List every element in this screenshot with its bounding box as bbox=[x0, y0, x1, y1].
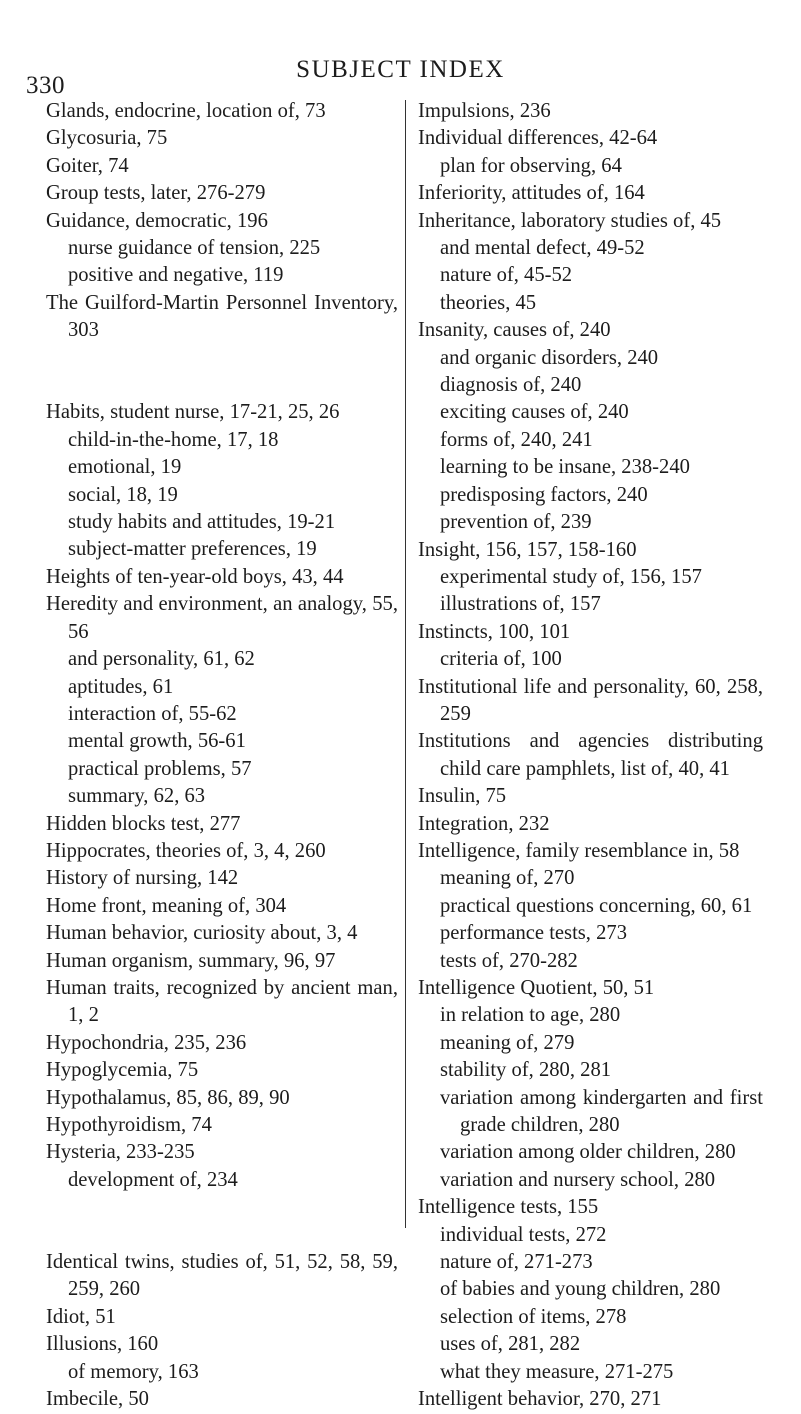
index-entry: Glands, endocrine, location of, 73 bbox=[46, 100, 326, 122]
index-subentry: criteria of, 100 bbox=[440, 648, 562, 671]
index-subentry: and mental defect, 49-52 bbox=[440, 237, 645, 260]
index-subentry: meaning of, 270 bbox=[440, 867, 575, 890]
index-subentry: tests of, 270-282 bbox=[440, 949, 578, 972]
index-entry: History of nursing, 142 bbox=[46, 867, 239, 890]
index-subentry: what they measure, 271-275 bbox=[440, 1360, 674, 1383]
index-subentry: prevention of, 239 bbox=[440, 511, 592, 534]
index-entry: Hypochondria, 235, 236 bbox=[46, 1031, 247, 1054]
page-number: 330 bbox=[26, 72, 65, 99]
index-subentry: individual tests, 272 bbox=[440, 1223, 607, 1246]
index-subentry: performance tests, 273 bbox=[440, 922, 627, 945]
index-entry: Heredity and environment, an analogy, 55, 56 bbox=[46, 593, 398, 643]
running-title: SUBJECT INDEX bbox=[296, 56, 505, 83]
index-entry: Intelligence, family resemblance in, 58 bbox=[418, 839, 740, 862]
index-subentry: of babies and young children, 280 bbox=[440, 1278, 721, 1301]
index-subentry: in relation to age, 280 bbox=[440, 1004, 621, 1027]
index-column-right bbox=[418, 98, 763, 1414]
index-subentry: nature of, 45-52 bbox=[440, 264, 573, 287]
index-subentry: stability of, 280, 281 bbox=[440, 1059, 612, 1082]
index-subentry: nurse guidance of tension, 225 bbox=[68, 237, 321, 260]
index-entry: Imbecile, 50 bbox=[46, 1388, 149, 1411]
index-subentry: forms of, 240, 241 bbox=[440, 428, 593, 451]
index-entry: Hysteria, 233-235 bbox=[46, 1141, 195, 1164]
index-entry: Intelligence tests, 155 bbox=[418, 1196, 599, 1219]
index-entry: Intelligence Quotient, 50, 51 bbox=[418, 977, 655, 999]
index-subentry: predisposing factors, 240 bbox=[440, 483, 648, 506]
index-column-left bbox=[46, 98, 398, 1413]
index-subentry: of memory, 163 bbox=[68, 1360, 199, 1383]
section-gap bbox=[46, 1222, 398, 1249]
index-subentry: practical problems, 57 bbox=[68, 757, 252, 780]
index-entry: Goiter, 74 bbox=[46, 154, 129, 177]
index-entry: Impulsions, 236 bbox=[418, 100, 551, 122]
index-entry: Hidden blocks test, 277 bbox=[46, 812, 241, 835]
index-entry: Guidance, democratic, 196 bbox=[46, 209, 268, 232]
index-subentry: variation among kindergarten and first grade children, 280 bbox=[440, 1086, 763, 1137]
section-gap bbox=[46, 1194, 398, 1221]
index-subentry: experimental study of, 156, 157 bbox=[440, 565, 702, 588]
column-divider bbox=[405, 100, 406, 1228]
index-entry: Home front, meaning of, 304 bbox=[46, 894, 287, 917]
index-entry: Institutional life and personality, 60, 258, 259 bbox=[418, 675, 763, 725]
index-entry: Human traits, recognized by ancient man, 1, 2 bbox=[46, 976, 398, 1027]
index-subentry: nature of, 271-273 bbox=[440, 1251, 593, 1274]
index-entry: Hypothalamus, 85, 86, 89, 90 bbox=[46, 1086, 290, 1109]
index-subentry: summary, 62, 63 bbox=[68, 785, 206, 808]
index-entry: Insulin, 75 bbox=[418, 785, 507, 808]
index-subentry: aptitudes, 61 bbox=[68, 675, 174, 698]
index-subentry: uses of, 281, 282 bbox=[440, 1333, 581, 1356]
index-subentry: mental growth, 56-61 bbox=[68, 730, 246, 753]
index-entry: Hypothyroidism, 74 bbox=[46, 1114, 212, 1136]
index-subentry: practical questions concerning, 60, 61 bbox=[440, 894, 753, 917]
index-subentry: variation and nursery school, 280 bbox=[440, 1168, 716, 1191]
index-subentry: diagnosis of, 240 bbox=[440, 374, 582, 397]
index-subentry: emotional, 19 bbox=[68, 456, 182, 479]
index-entry: Inheritance, laboratory studies of, 45 bbox=[418, 209, 722, 232]
index-subentry: exciting causes of, 240 bbox=[440, 401, 629, 424]
index-subentry: study habits and attitudes, 19-21 bbox=[68, 511, 336, 534]
index-subentry: and personality, 61, 62 bbox=[68, 648, 255, 671]
index-entry: Identical twins, studies of, 51, 52, 58, 59, 259, 260 bbox=[46, 1251, 398, 1301]
index-subentry: social, 18, 19 bbox=[68, 483, 178, 506]
index-subentry: interaction of, 55-62 bbox=[68, 702, 237, 725]
section-gap bbox=[46, 372, 398, 399]
index-entry: Heights of ten-year-old boys, 43, 44 bbox=[46, 565, 344, 588]
index-entry: Intelligent behavior, 270, 271 bbox=[418, 1388, 662, 1411]
index-subentry: positive and negative, 119 bbox=[68, 264, 284, 287]
index-entry: Inferiority, attitudes of, 164 bbox=[418, 182, 645, 205]
index-subentry: subject-matter preferences, 19 bbox=[68, 538, 317, 561]
index-subentry: meaning of, 279 bbox=[440, 1031, 575, 1054]
index-subentry: development of, 234 bbox=[68, 1168, 238, 1191]
index-entry: Individual differences, 42-64 bbox=[418, 127, 658, 150]
index-entry: Illusions, 160 bbox=[46, 1333, 159, 1356]
index-subentry: learning to be insane, 238-240 bbox=[440, 456, 690, 479]
index-entry: Instincts, 100, 101 bbox=[418, 620, 571, 643]
index-entry: Insight, 156, 157, 158-160 bbox=[418, 538, 637, 561]
index-subentry: child-in-the-home, 17, 18 bbox=[68, 428, 279, 451]
page-header bbox=[0, 28, 801, 99]
index-entry: Hypoglycemia, 75 bbox=[46, 1059, 199, 1082]
index-subentry: selection of items, 278 bbox=[440, 1305, 627, 1328]
index-entry: Insanity, causes of, 240 bbox=[418, 319, 611, 342]
index-subentry: plan for observing, 64 bbox=[440, 154, 622, 177]
index-subentry: illustrations of, 157 bbox=[440, 593, 601, 616]
index-entry: Human behavior, curiosity about, 3, 4 bbox=[46, 922, 358, 945]
index-entry: Integration, 232 bbox=[418, 812, 550, 835]
index-entry: Idiot, 51 bbox=[46, 1305, 116, 1328]
index-subentry: variation among older children, 280 bbox=[440, 1141, 736, 1164]
index-subentry: and organic disorders, 240 bbox=[440, 346, 659, 369]
index-entry: Glycosuria, 75 bbox=[46, 127, 168, 150]
index-subentry: theories, 45 bbox=[440, 291, 537, 314]
index-entry: Institutions and agencies distributing child care pamphlets, list of, 40, 41 bbox=[418, 730, 763, 780]
index-entry: Human organism, summary, 96, 97 bbox=[46, 949, 336, 972]
section-gap bbox=[46, 345, 398, 372]
index-entry: The Guilford-Martin Personnel Inventory, 303 bbox=[46, 291, 398, 342]
index-entry: Group tests, later, 276-279 bbox=[46, 182, 266, 205]
index-entry: Habits, student nurse, 17-21, 25, 26 bbox=[46, 401, 340, 424]
index-entry: Hippocrates, theories of, 3, 4, 260 bbox=[46, 839, 326, 862]
